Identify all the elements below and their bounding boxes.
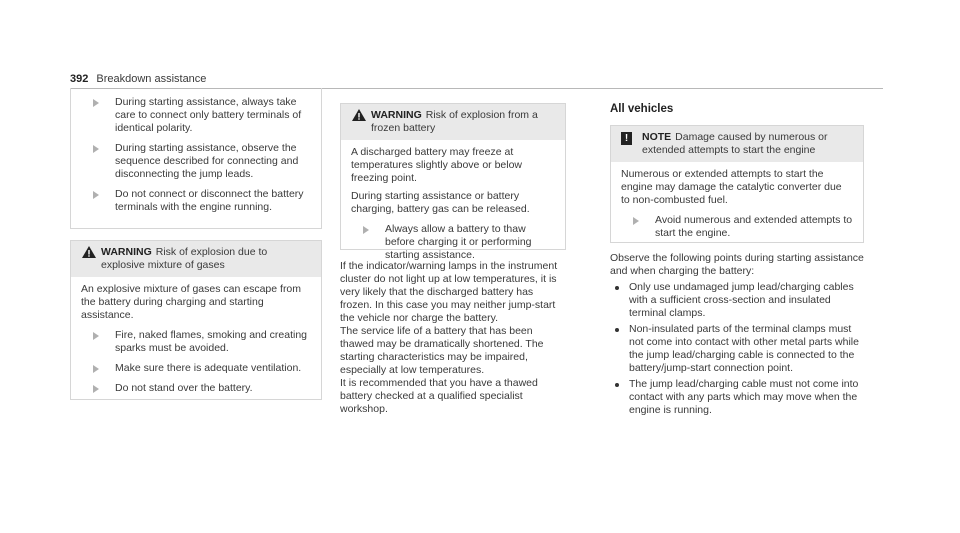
warning-text: During starting assistance or battery charging, battery gas can be released. [351,190,530,215]
bullet-dot-icon [615,328,619,332]
warning-keyword: WARNING [101,246,152,258]
page-number: 392 [70,73,89,85]
paragraph: It is recommended that you have a thawed battery checked at a qualified specialist workshop. [340,377,538,415]
section-title: All vehicles [610,103,674,115]
bullet-arrow-icon [363,226,375,234]
section-name: Breakdown assistance [96,73,207,85]
warning-text: An explosive mixture of gases can escape from the battery during charging and starting assistance. [81,283,302,321]
warning-keyword: WARNING [371,109,422,121]
warning-text: A discharged battery may freeze at temperatures slightly above or below freezing point. [351,146,523,184]
list-item: Avoid numerous and extended attempts to start the engine. [621,214,853,240]
exclamation-icon: ! [621,132,632,145]
warning-header [71,241,321,277]
list-item: Always allow a battery to thaw before charging it or performing starting assistance. [351,223,555,262]
bullet-arrow-icon [93,191,105,199]
bullet-arrow-icon [93,385,105,393]
list-item: Make sure there is adequate ventilation. [81,362,311,375]
warning-header [341,104,565,140]
list-item: During starting assistance, observe the sequence described for connecting and disconnecting the jump leads. [81,142,311,181]
bullet-dot-icon [615,383,619,387]
paragraph: If the indicator/warning lamps in the instrument cluster do not light up at low temperatures, it is very likely that the discharged battery has frozen. In this case you may neither jump-start the vehicle nor charge the battery. [340,260,558,324]
frozen-battery-text [340,260,566,416]
note-title: Damage caused by numerous or extended attempts to start the engine [642,131,828,156]
warning-box-frozen [340,103,566,261]
bullet-dot-icon [615,286,619,290]
page-header [70,73,206,85]
list-item: Only use undamaged jump lead/charging cables with a sufficient cross-section and insulated terminal clamps. [610,281,866,320]
bullet-arrow-icon [93,99,105,107]
bullet-arrow-icon [93,332,105,340]
safety-box [70,88,322,229]
warning-box-gases [70,240,322,400]
note-keyword: NOTE [642,131,672,143]
list-item: Fire, naked flames, smoking and creating sparks must be avoided. [81,329,311,355]
warning-title: Risk of explosion due to explosive mixture of gases [101,246,268,271]
warning-title: Risk of explosion from a frozen battery [371,109,538,134]
list-item: Do not connect or disconnect the battery terminals with the engine running. [81,188,311,214]
bullet-arrow-icon [93,365,105,373]
list-item: During starting assistance, always take care to connect only battery terminals of identical polarity. [81,96,311,135]
warning-triangle-icon [351,109,367,121]
note-box [610,125,864,243]
paragraph: The service life of a battery that has been thawed may be dramatically shortened. The starting characteristics may be impaired, especially at low temperatures. [340,325,544,376]
list-item: The jump lead/charging cable must not come into contact with any parts which may move when the engine is running. [610,378,866,417]
list-item: Do not stand over the battery. [81,382,311,395]
intro-paragraph: Observe the following points during starting assistance and when charging the battery: [610,252,864,277]
note-text: Numerous or extended attempts to start the engine may damage the catalytic converter due to non-combusted fuel. [621,168,842,206]
bullet-arrow-icon [93,145,105,153]
note-header [611,126,863,162]
bullet-arrow-icon [633,217,645,225]
warning-triangle-icon [81,246,97,258]
jump-start-points [610,252,866,417]
list-item: Non-insulated parts of the terminal clamps must not come into contact with other metal parts while the jump lead/charging cable is connected to the battery/jump-start connection point. [610,323,866,375]
